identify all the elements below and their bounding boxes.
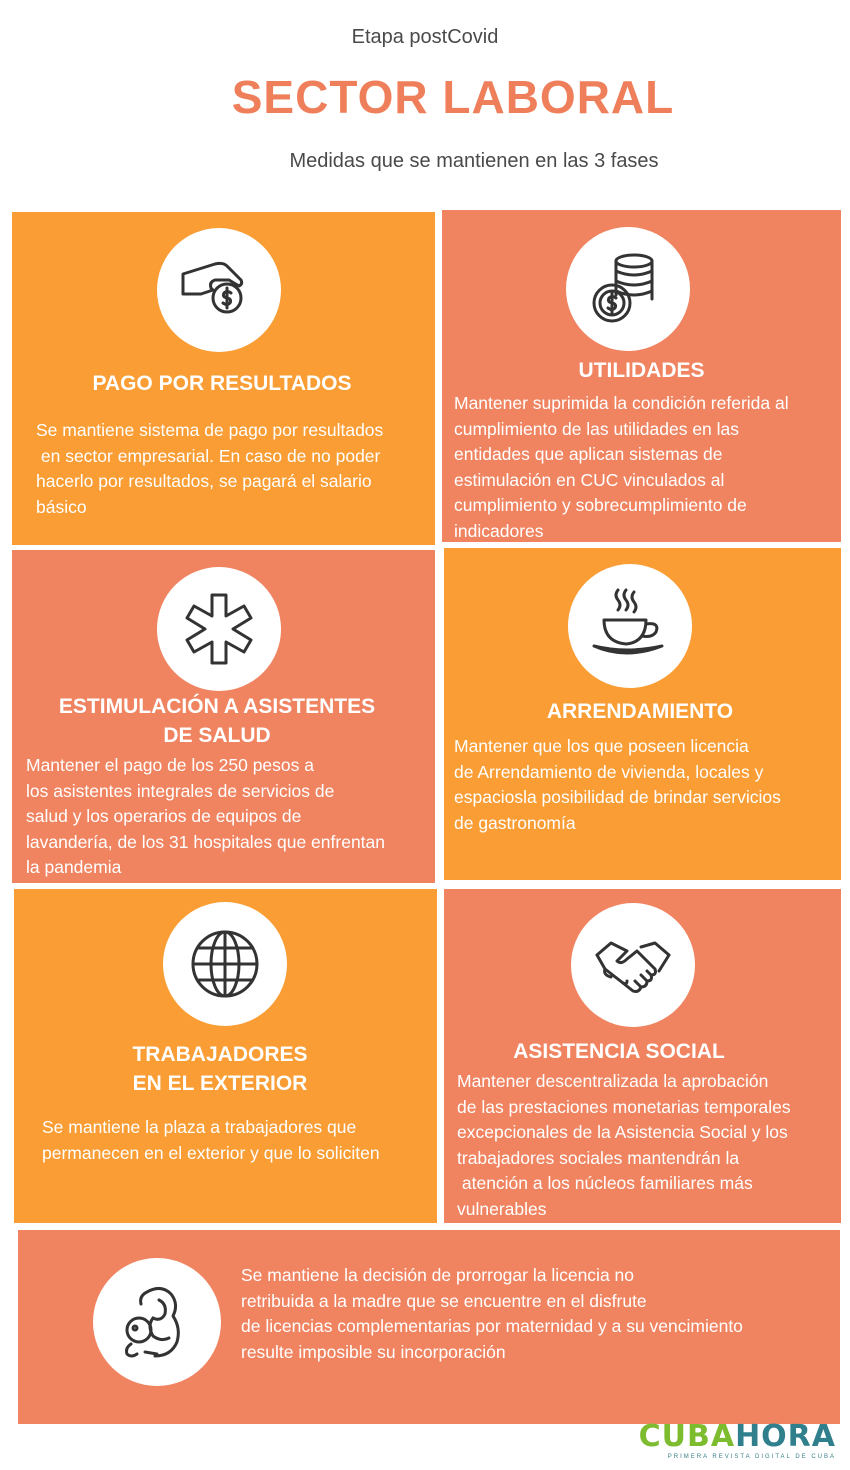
card-title: UTILIDADES <box>578 359 705 382</box>
mother-baby-icon <box>117 1282 197 1362</box>
card-pago-por-resultados <box>12 212 435 545</box>
globe-icon <box>185 924 265 1004</box>
card-estimulacion-salud <box>12 550 435 883</box>
card-trabajadores-exterior <box>14 889 437 1223</box>
card-title: ASISTENCIA SOCIAL <box>513 1040 725 1063</box>
card-arrendamiento <box>444 548 841 880</box>
page-title: SECTOR LABORAL <box>231 71 675 123</box>
card-title: PAGO POR RESULTADOS <box>92 372 352 395</box>
card-title: TRABAJADORES EN EL EXTERIOR <box>132 1043 308 1095</box>
card-asistencia-social <box>444 889 841 1223</box>
icon-circle <box>157 228 281 352</box>
page-subtitle: Medidas que se mantienen en las 3 fases <box>289 150 659 172</box>
card-text: Mantener descentralizada la aprobación de las prestaciones monetarias temporales excepcionales de la Asistencia Social y los trabajadores sociales mantendrán la atención a los núcleos familiares más vulnerables <box>457 1071 791 1219</box>
card-title: ESTIMULACIÓN A ASISTENTES DE SALUD <box>58 695 376 747</box>
coffee-cup-icon <box>590 586 670 666</box>
icon-circle <box>571 903 695 1027</box>
brand-name: CUBAHORA <box>638 1419 836 1454</box>
brand-logo <box>639 1419 836 1460</box>
medical-star-icon <box>179 589 259 669</box>
brand-tagline: PRIMERA REVISTA DIGITAL DE CUBA <box>667 1454 836 1460</box>
icon-circle <box>163 902 287 1026</box>
card-text: Mantener el pago de los 250 pesos a los asistentes integrales de servicios de salud y los operarios de equipos de lavandería, de los 31 hospitales que enfrentan la pandemia <box>26 755 386 877</box>
card-utilidades <box>442 210 841 542</box>
card-text: Mantener que los que poseen licencia de Arrendamiento de vivienda, locales y espaciosla posibilidad de brindar servicios de gastronomía <box>454 736 781 833</box>
icon-circle <box>566 227 690 351</box>
handshake-icon <box>593 925 673 1005</box>
icon-circle <box>157 567 281 691</box>
icon-circle <box>93 1258 221 1386</box>
coins-stack-icon <box>588 249 668 329</box>
card-text: Se mantiene la plaza a trabajadores que permanecen en el exterior y que lo soliciten <box>42 1117 380 1163</box>
hand-coin-icon <box>179 250 259 330</box>
card-text: Mantener suprimida la condición referida al cumplimiento de las utilidades en las entidades que aplican sistemas de estimulación en CUC vinculados al cumplimiento y sobrecumplimiento de indicadores <box>454 393 789 541</box>
card-title: ARRENDAMIENTO <box>546 700 734 723</box>
icon-circle <box>568 564 692 688</box>
stage-label: Etapa postCovid <box>351 26 499 48</box>
card-text: Se mantiene sistema de pago por resultados en sector empresarial. En caso de no poder hacerlo por resultados, se pagará el salario básico <box>36 420 384 517</box>
card-text: Se mantiene la decisión de prorrogar la licencia no retribuida a la madre que se encuentre en el disfrute de licencias complementarias por maternidad y a su vencimiento resulte imposible su incorporación <box>241 1265 743 1362</box>
card-licencia-maternidad <box>18 1230 840 1424</box>
